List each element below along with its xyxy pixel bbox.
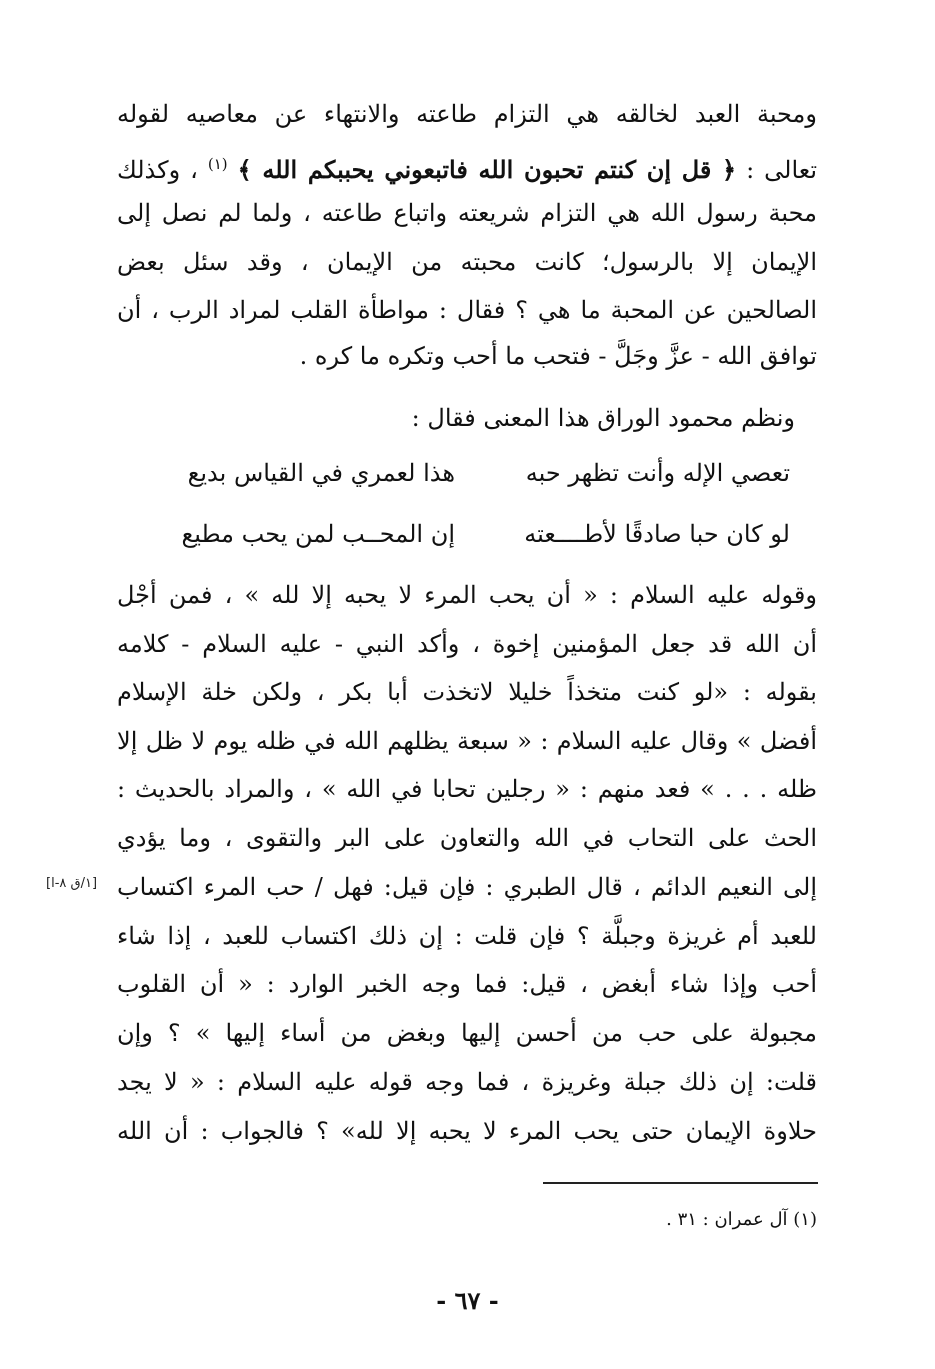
text-line-15: للعبد أم غريزة وجبلَّة ؟ فإن قلت : إن ذلك اكتساب للعبد ، إذا شاء: [117, 922, 817, 950]
page-number: - ٦٧ -: [436, 1286, 499, 1315]
line2-suffix: ، وكذلك: [117, 156, 208, 184]
text-line-10: بقوله : «لو كنت متخذاً خليلا لاتخذت أبا بكر ، ولكن خلة الإسلام: [117, 678, 817, 706]
footnote-separator: [543, 1182, 818, 1184]
text-line-18: قلت: إن ذلك جبلة وغريزة ، فما وجه قوله عليه السلام : « لا يجد: [117, 1068, 817, 1096]
text-line-4: الإيمان إلا بالرسول؛ كانت محبته من الإيمان ، وقد سئل بعض: [117, 248, 817, 276]
text-line-11: أفضل » وقال عليه السلام : « سبعة يظلهم الله في ظله يوم لا ظل إلا: [117, 727, 817, 755]
text-line-12: ظله . . . » فعد منهم : « رجلين تحابا في الله » ، والمراد بالحديث :: [117, 775, 817, 803]
text-line-13: الحث على التحاب في الله والتعاون على البر والتقوى ، وما يؤدي: [117, 824, 817, 852]
text-line-2: [117, 144, 817, 190]
text-line-1: ومحبة العبد لخالقه هي التزام طاعته والانتهاء عن معاصيه لقوله: [117, 100, 817, 128]
text-line-5: الصالحين عن المحبة ما هي ؟ فقال : مواطأة القلب لمراد الرب ، أن: [117, 296, 817, 324]
line2-prefix: تعالى :: [736, 156, 818, 184]
text-line-7: ونظم محمود الوراق هذا المعنى فقال :: [411, 404, 795, 432]
text-line-9: أن الله قد جعل المؤمنين إخوة ، وأكد النبي - عليه السلام - كلامه: [117, 630, 817, 658]
verse-2-first-hemistich: لو كان حبا صادقًا لأطــــعته: [524, 520, 790, 548]
text-line-16: أحب وإذا شاء أبغض ، قيل: فما وجه الخبر الوارد : « أن القلوب: [117, 970, 817, 998]
verse-1-second-hemistich: هذا لعمري في القياس بديع: [187, 459, 455, 487]
text-line-17: مجبولة على حب من أحسن إليها وبغض من أساء إليها » ؟ وإن: [117, 1019, 817, 1047]
verse-1-first-hemistich: تعصي الإله وأنت تظهر حبه: [525, 459, 790, 487]
text-line-8: وقوله عليه السلام : « أن يحب المرء لا يحبه إلا لله » ، فمن أجْل: [117, 581, 817, 609]
quran-quote: ﴿ قل إن كنتم تحبون الله فاتبعوني يحببكم الله ﴾: [237, 155, 737, 184]
text-line-14: إلى النعيم الدائم ، قال الطبري : فإن قيل: فهل / حب المرء اكتساب: [117, 873, 817, 901]
footnote: (١) آل عمران : ٣١ .: [666, 1209, 817, 1230]
text-line-3: محبة رسول الله هي التزام شريعته واتباع طاعته ، ولما لم نصل إلى: [117, 199, 817, 227]
footnote-ref: (١): [207, 155, 228, 173]
manuscript-folio-note: [١/ق ٨-ا]: [46, 876, 98, 891]
text-line-19: حلاوة الإيمان حتى يحب المرء لا يحبه إلا لله» ؟ فالجواب : أن الله: [117, 1117, 817, 1145]
text-line-6: توافق الله - عزَّ وجَلَّ - فتحب ما أحب وتكره ما كره .: [299, 342, 817, 370]
verse-2-second-hemistich: إن المحــب لمن يحب مطيع: [181, 520, 455, 548]
